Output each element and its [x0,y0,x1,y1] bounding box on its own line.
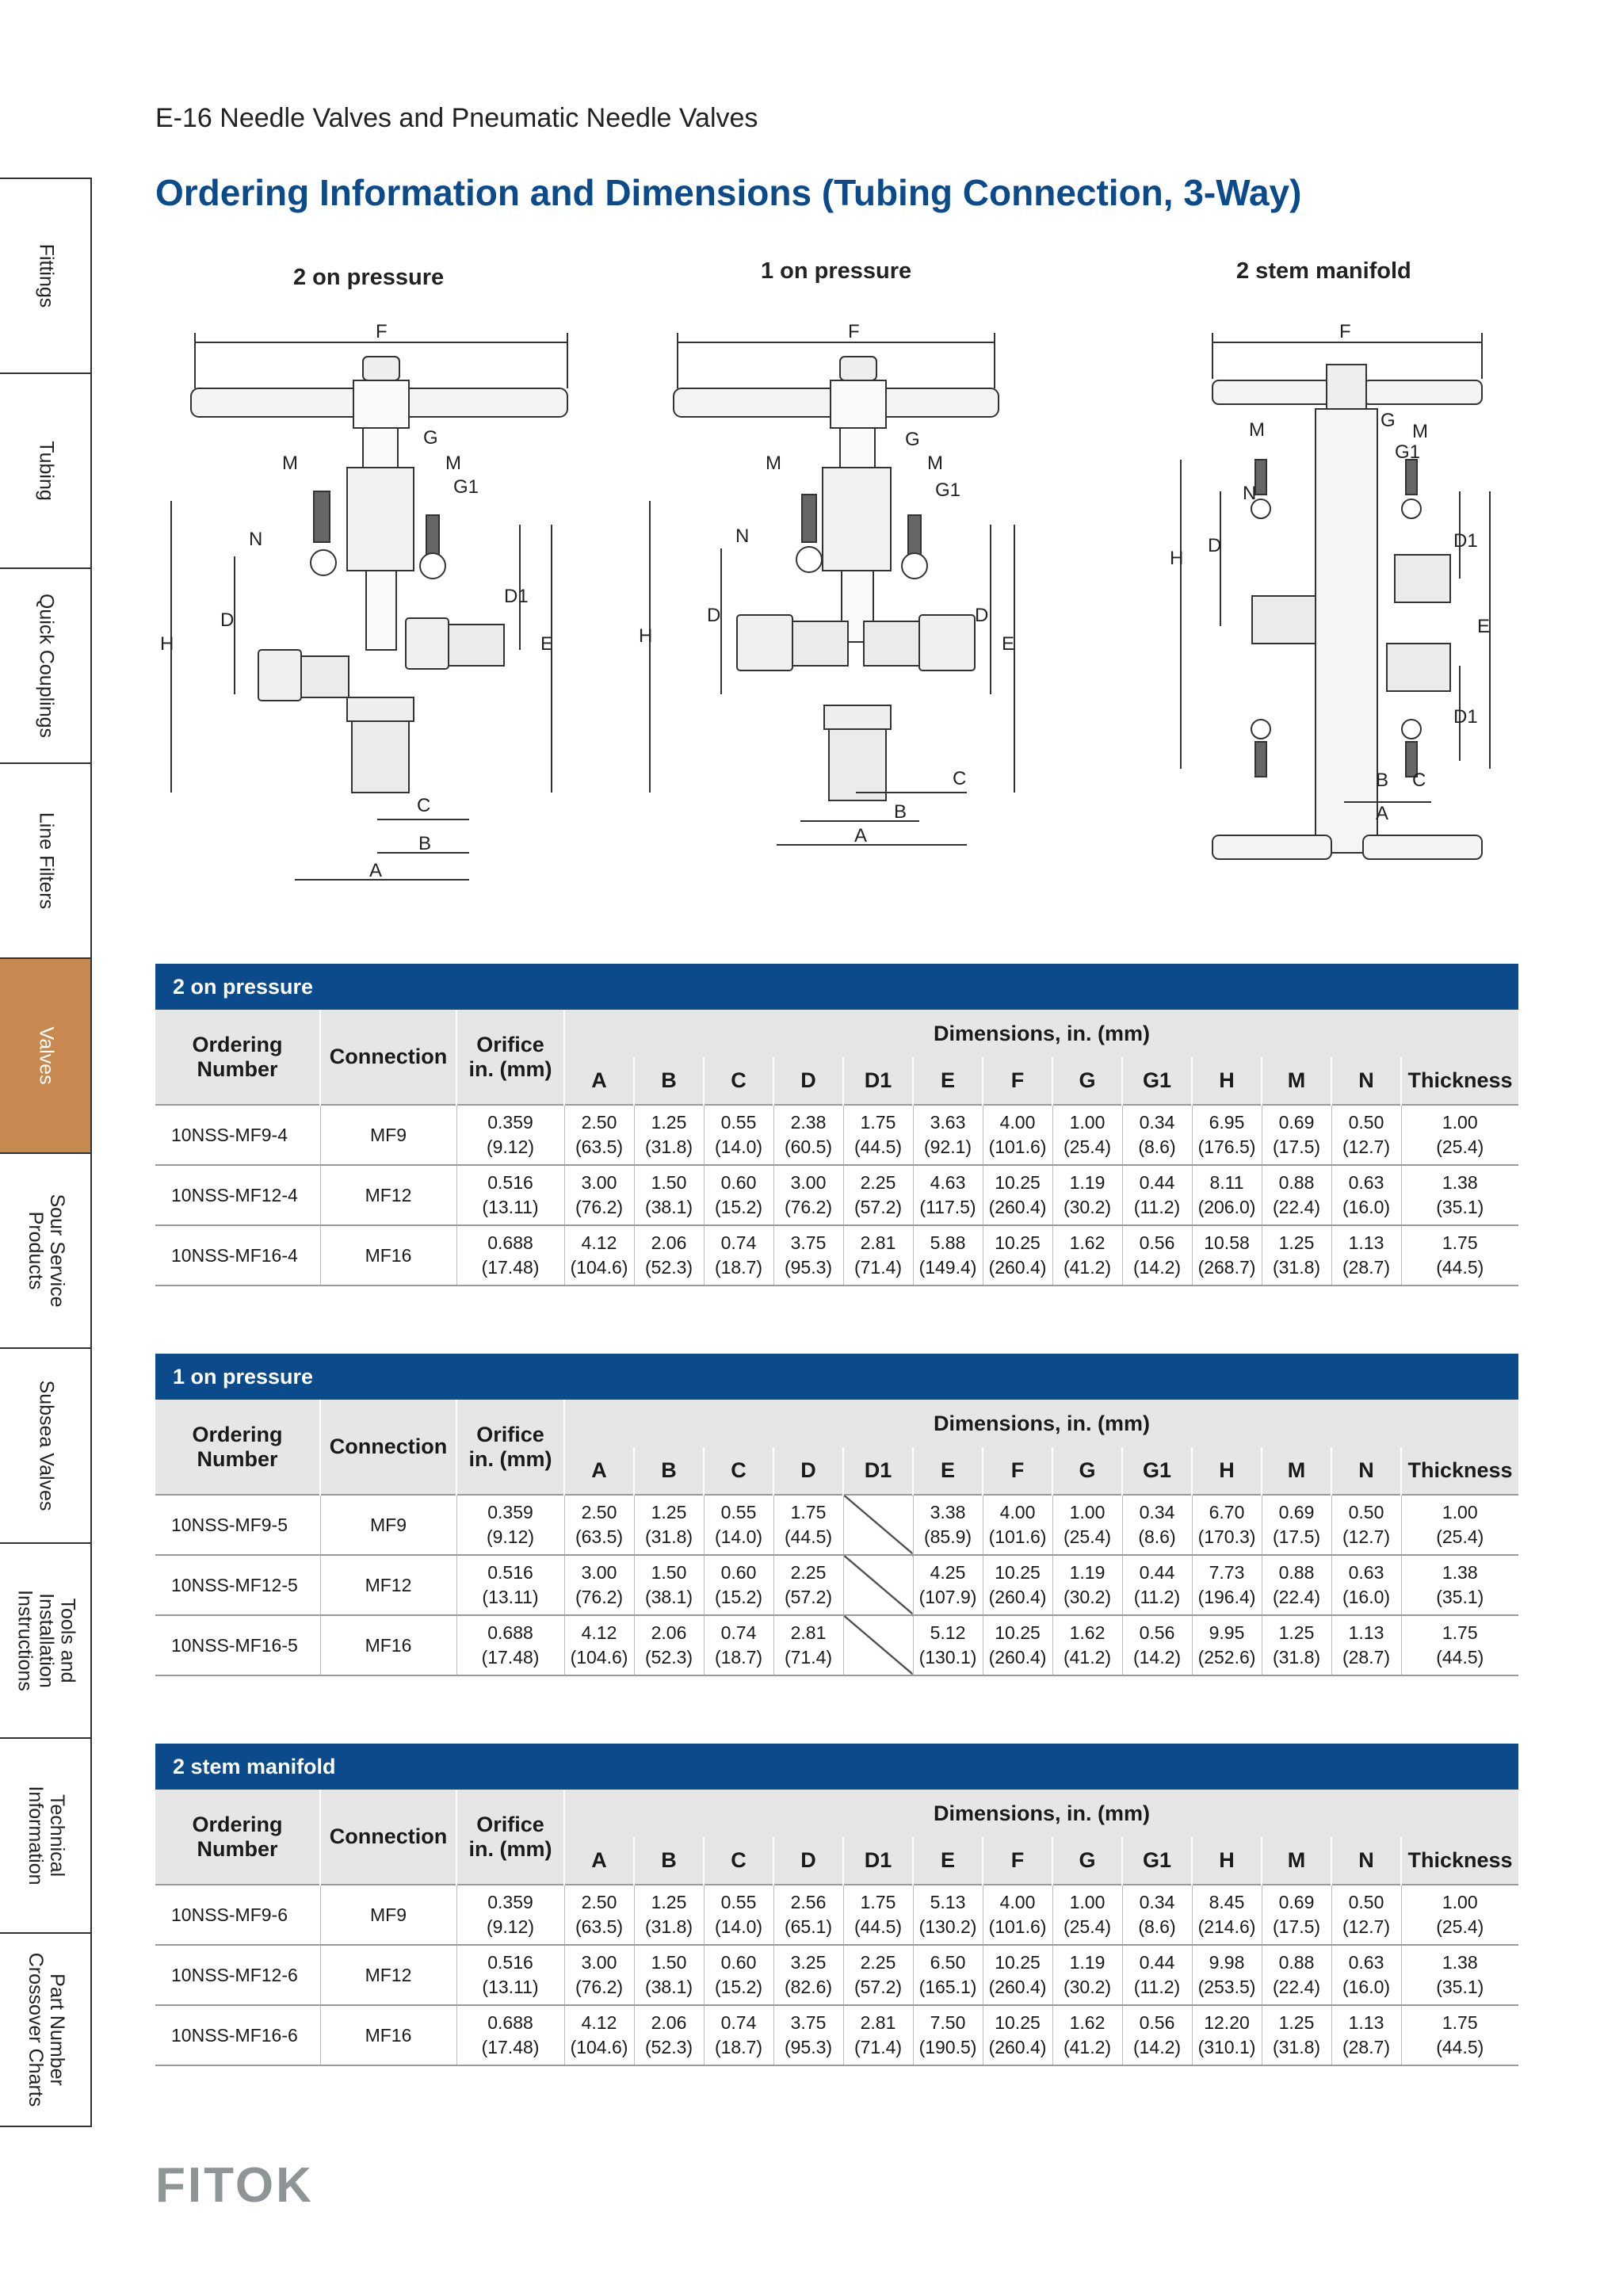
col-m: M [1262,1447,1331,1495]
dim-cell: 1.75 (44.5) [843,1105,913,1165]
side-tab-fittings[interactable] [0,178,92,372]
dim-cell: 1.00 (25.4) [1401,1885,1518,1945]
dim-label-m2: M [927,453,943,474]
dim-label-n: N [1243,483,1257,504]
dim-cell: 3.75 (95.3) [773,2005,843,2065]
diagram-2-stem-manifold [1157,317,1506,919]
dim-cell: 1.00 (25.4) [1052,1105,1122,1165]
dim-cell: 0.63 (16.0) [1331,1555,1401,1615]
col-g1: G1 [1122,1447,1192,1495]
dim-label-a: A [369,860,383,881]
side-tab-label: Sour Service Products [25,1194,68,1308]
orifice: 0.359 (9.12) [456,1495,564,1555]
dim-cell: 1.38 (35.1) [1401,1165,1518,1225]
dim-cell: 1.00 (25.4) [1401,1105,1518,1165]
diagram-2-on-pressure [155,317,599,888]
dim-label-g1: G1 [453,476,479,498]
ordering-number: 10NSS-MF16-5 [155,1615,320,1675]
connection: MF12 [320,1945,456,2005]
dim-cell: 5.88 (149.4) [913,1225,983,1286]
side-tab-label: Tubing [35,441,58,501]
col-connection: Connection [320,1010,456,1105]
dim-cell: 1.75 (44.5) [1401,2005,1518,2065]
dim-cell: 0.63 (16.0) [1331,1165,1401,1225]
dim-label-g: G [905,429,920,450]
dim-cell: 2.50 (63.5) [564,1885,634,1945]
dim-cell: 3.75 (95.3) [773,1225,843,1286]
dim-cell: 1.25 (31.8) [634,1885,704,1945]
dim-cell: 0.56 (14.2) [1122,1225,1192,1286]
dim-cell: 4.00 (101.6) [983,1495,1052,1555]
col-orifice: Orifice in. (mm) [456,1400,564,1495]
col-g: G [1052,1057,1122,1105]
col-a: A [564,1447,634,1495]
dim-cell: 1.25 (31.8) [634,1105,704,1165]
dim-cell: 0.44 (11.2) [1122,1555,1192,1615]
side-tab-quick-couplings[interactable] [0,567,92,762]
dim-cell: 1.25 (31.8) [1262,1225,1331,1286]
dim-label-e: E [540,633,554,655]
dim-cell: 0.44 (11.2) [1122,1945,1192,2005]
dimensions-table [155,1790,1518,2066]
dim-cell: 1.38 (35.1) [1401,1555,1518,1615]
table-2-stem-manifold [155,1744,1518,2066]
diagram-title-2-on-pressure: 2 on pressure [293,265,445,290]
dim-cell: 1.00 (25.4) [1401,1495,1518,1555]
dim-cell: 0.55 (14.0) [704,1105,773,1165]
dim-cell: 2.06 (52.3) [634,1615,704,1675]
dim-label-m: M [282,453,298,474]
dim-cell: 9.95 (252.6) [1192,1615,1262,1675]
col-orifice: Orifice in. (mm) [456,1790,564,1885]
connection: MF9 [320,1495,456,1555]
dim-cell: 1.75 (44.5) [843,1885,913,1945]
dim-cell: 1.62 (41.2) [1052,1615,1122,1675]
connection: MF12 [320,1165,456,1225]
table-row [155,1165,1518,1225]
side-tab-label: Tools and Installation Instructions [13,1590,79,1691]
dim-cell: 0.60 (15.2) [704,1555,773,1615]
dim-cell: 1.13 (28.7) [1331,2005,1401,2065]
col-d: D [773,1837,843,1885]
side-tab-label: Line Filters [35,812,58,910]
dim-cell: 1.50 (38.1) [634,1945,704,2005]
col-g: G [1052,1447,1122,1495]
dim-cell: 1.75 (44.5) [1401,1615,1518,1675]
dim-cell: 0.56 (14.2) [1122,2005,1192,2065]
fitok-logo: FITOK [155,2158,314,2213]
dim-cell: 0.56 (14.2) [1122,1615,1192,1675]
dim-label-d: D [220,609,235,631]
dim-cell: 4.00 (101.6) [983,1105,1052,1165]
dim-cell: 5.12 (130.1) [913,1615,983,1675]
dim-label-c: C [417,795,431,816]
orifice: 0.688 (17.48) [456,2005,564,2065]
dim-label-h: H [1170,548,1184,569]
diagram-1-on-pressure [626,317,1022,856]
orifice: 0.516 (13.11) [456,1945,564,2005]
col-b: B [634,1447,704,1495]
side-tab-tools[interactable] [0,1542,92,1737]
col-thickness: Thickness [1401,1057,1518,1105]
col-b: B [634,1837,704,1885]
ordering-number: 10NSS-MF16-6 [155,2005,320,2065]
dim-label-c: C [1412,770,1426,791]
dim-cell: 2.81 (71.4) [843,2005,913,2065]
col-dimensions: Dimensions, in. (mm) [564,1790,1518,1837]
dim-cell: 0.74 (18.7) [704,2005,773,2065]
dim-label-g1: G1 [1395,441,1421,463]
connection: MF16 [320,1615,456,1675]
col-e: E [913,1447,983,1495]
col-e: E [913,1057,983,1105]
col-h: H [1192,1057,1262,1105]
dim-cell: 0.69 (17.5) [1262,1885,1331,1945]
dim-label-d1: D1 [1453,530,1478,552]
dim-cell: 1.62 (41.2) [1052,2005,1122,2065]
ordering-number: 10NSS-MF12-4 [155,1165,320,1225]
table-row [155,1225,1518,1286]
dim-label-n: N [735,525,750,547]
dim-cell: 0.88 (22.4) [1262,1555,1331,1615]
dim-cell: 1.50 (38.1) [634,1555,704,1615]
dim-label-b: B [1376,770,1389,791]
dim-cell: 1.50 (38.1) [634,1165,704,1225]
dim-cell: 1.25 (31.8) [634,1495,704,1555]
dim-cell: 2.06 (52.3) [634,1225,704,1286]
dim-cell: 3.00 (76.2) [564,1945,634,2005]
dim-label-b: B [894,801,907,823]
dim-cell: 3.00 (76.2) [564,1165,634,1225]
side-tab-label: Valves [35,1026,58,1085]
dim-cell: 2.81 (71.4) [773,1615,843,1675]
dim-cell: 9.98 (253.5) [1192,1945,1262,2005]
dim-cell: 0.50 (12.7) [1331,1885,1401,1945]
table-row [155,1555,1518,1615]
dim-cell: 4.25 (107.9) [913,1555,983,1615]
ordering-number: 10NSS-MF9-4 [155,1105,320,1165]
table-title: 1 on pressure [155,1354,1518,1400]
col-d: D [773,1057,843,1105]
empty-cell [843,1495,913,1555]
dim-label-h: H [639,625,653,647]
col-d1: D1 [843,1837,913,1885]
col-n: N [1331,1837,1401,1885]
table-row [155,1495,1518,1555]
dim-cell: 1.62 (41.2) [1052,1225,1122,1286]
dim-cell: 10.25 (260.4) [983,1945,1052,2005]
dim-cell: 3.63 (92.1) [913,1105,983,1165]
dim-cell: 4.63 (117.5) [913,1165,983,1225]
table-2-on-pressure [155,964,1518,1286]
orifice: 0.359 (9.12) [456,1885,564,1945]
dim-cell: 0.55 (14.0) [704,1885,773,1945]
col-m: M [1262,1837,1331,1885]
side-tab-nav [0,178,92,2127]
side-tab-label: Technical Information [25,1786,68,1885]
dim-label-f: F [376,321,388,342]
empty-cell [843,1615,913,1675]
dim-cell: 0.74 (18.7) [704,1615,773,1675]
dim-label-f: F [848,321,860,342]
dim-cell: 3.38 (85.9) [913,1495,983,1555]
dim-cell: 2.25 (57.2) [773,1555,843,1615]
col-ordering-number: Ordering Number [155,1790,320,1885]
dim-cell: 8.45 (214.6) [1192,1885,1262,1945]
dim-label-d-right: D [975,605,989,626]
dim-cell: 0.55 (14.0) [704,1495,773,1555]
dim-cell: 0.63 (16.0) [1331,1945,1401,2005]
dim-cell: 1.25 (31.8) [1262,1615,1331,1675]
col-ordering-number: Ordering Number [155,1400,320,1495]
col-c: C [704,1837,773,1885]
ordering-number: 10NSS-MF9-5 [155,1495,320,1555]
table-row [155,1105,1518,1165]
dim-cell: 10.25 (260.4) [983,1615,1052,1675]
col-ordering-number: Ordering Number [155,1010,320,1105]
table-row [155,1615,1518,1675]
col-c: C [704,1447,773,1495]
col-d1: D1 [843,1447,913,1495]
dim-cell: 1.13 (28.7) [1331,1225,1401,1286]
dim-cell: 8.11 (206.0) [1192,1165,1262,1225]
ordering-number: 10NSS-MF12-5 [155,1555,320,1615]
col-g1: G1 [1122,1057,1192,1105]
dim-label-e: E [1002,633,1015,655]
page-title: Ordering Information and Dimensions (Tubing Connection, 3-Way) [155,172,1302,213]
side-tab-label: Subsea Valves [35,1380,58,1511]
dim-cell: 0.88 (22.4) [1262,1945,1331,2005]
dim-cell: 7.50 (190.5) [913,2005,983,2065]
ordering-number: 10NSS-MF9-6 [155,1885,320,1945]
dim-label-c: C [953,768,967,789]
dim-cell: 0.34 (8.6) [1122,1495,1192,1555]
dim-label-f: F [1339,321,1351,342]
dim-label-m: M [766,453,781,474]
col-n: N [1331,1057,1401,1105]
table-row [155,1945,1518,2005]
dimensions-table [155,1400,1518,1676]
dim-cell: 2.25 (57.2) [843,1165,913,1225]
side-tab-subsea-valves[interactable] [0,1347,92,1542]
col-a: A [564,1057,634,1105]
connection: MF12 [320,1555,456,1615]
side-tab-line-filters[interactable] [0,762,92,957]
side-tab-sour-service[interactable] [0,1152,92,1347]
dimensions-table [155,1010,1518,1286]
col-g1: G1 [1122,1837,1192,1885]
dim-label-b: B [418,833,432,854]
dim-cell: 6.70 (170.3) [1192,1495,1262,1555]
dim-label-e: E [1477,616,1491,637]
dim-label-m2: M [445,453,461,474]
dim-cell: 1.19 (30.2) [1052,1555,1122,1615]
dim-label-a: A [854,825,868,846]
dim-label-d1: D1 [504,586,529,607]
col-thickness: Thickness [1401,1837,1518,1885]
col-h: H [1192,1837,1262,1885]
col-f: F [983,1057,1052,1105]
dim-cell: 12.20 (310.1) [1192,2005,1262,2065]
table-row [155,1885,1518,1945]
col-thickness: Thickness [1401,1447,1518,1495]
col-d: D [773,1447,843,1495]
col-e: E [913,1837,983,1885]
dim-label-a: A [1376,803,1389,824]
dim-cell: 4.12 (104.6) [564,1615,634,1675]
dim-label-g1: G1 [935,479,961,501]
side-tab-label: Part Number Crossover Charts [25,1952,68,2107]
dim-label-g: G [1381,410,1396,431]
table-row [155,2005,1518,2065]
col-f: F [983,1447,1052,1495]
connection: MF16 [320,1225,456,1286]
dim-label-h: H [160,633,174,655]
dim-cell: 0.69 (17.5) [1262,1495,1331,1555]
connection: MF9 [320,1885,456,1945]
dim-cell: 1.00 (25.4) [1052,1495,1122,1555]
dim-cell: 10.25 (260.4) [983,2005,1052,2065]
orifice: 0.516 (13.11) [456,1555,564,1615]
dim-cell: 10.58 (268.7) [1192,1225,1262,1286]
dim-cell: 4.12 (104.6) [564,1225,634,1286]
page-header: E-16 Needle Valves and Pneumatic Needle Valves [155,103,758,133]
col-c: C [704,1057,773,1105]
dim-cell: 1.00 (25.4) [1052,1885,1122,1945]
dim-cell: 3.00 (76.2) [564,1555,634,1615]
dim-cell: 0.34 (8.6) [1122,1885,1192,1945]
dim-cell: 2.50 (63.5) [564,1495,634,1555]
col-g: G [1052,1837,1122,1885]
orifice: 0.688 (17.48) [456,1225,564,1286]
diagram-title-2-stem-manifold: 2 stem manifold [1236,258,1411,284]
dim-cell: 1.19 (30.2) [1052,1945,1122,2005]
orifice: 0.359 (9.12) [456,1105,564,1165]
dim-label-m2: M [1412,421,1428,442]
dim-label-m: M [1249,419,1265,441]
dim-cell: 0.34 (8.6) [1122,1105,1192,1165]
col-connection: Connection [320,1400,456,1495]
col-b: B [634,1057,704,1105]
dim-cell: 0.50 (12.7) [1331,1105,1401,1165]
orifice: 0.516 (13.11) [456,1165,564,1225]
dim-cell: 0.50 (12.7) [1331,1495,1401,1555]
side-tab-crossover-charts[interactable] [0,1932,92,2127]
col-dimensions: Dimensions, in. (mm) [564,1010,1518,1057]
dim-cell: 4.12 (104.6) [564,2005,634,2065]
empty-cell [843,1555,913,1615]
dim-cell: 1.38 (35.1) [1401,1945,1518,2005]
side-tab-technical-info[interactable] [0,1737,92,1932]
col-m: M [1262,1057,1331,1105]
dim-cell: 2.56 (65.1) [773,1885,843,1945]
dim-cell: 1.75 (44.5) [1401,1225,1518,1286]
col-a: A [564,1837,634,1885]
col-n: N [1331,1447,1401,1495]
dim-cell: 2.06 (52.3) [634,2005,704,2065]
dim-cell: 2.25 (57.2) [843,1945,913,2005]
dim-cell: 5.13 (130.2) [913,1885,983,1945]
dim-cell: 2.81 (71.4) [843,1225,913,1286]
dim-cell: 1.19 (30.2) [1052,1165,1122,1225]
dim-cell: 1.25 (31.8) [1262,2005,1331,2065]
dim-cell: 0.44 (11.2) [1122,1165,1192,1225]
col-h: H [1192,1447,1262,1495]
dim-cell: 10.25 (260.4) [983,1165,1052,1225]
table-title: 2 on pressure [155,964,1518,1010]
col-dimensions: Dimensions, in. (mm) [564,1400,1518,1447]
ordering-number: 10NSS-MF16-4 [155,1225,320,1286]
dim-cell: 1.13 (28.7) [1331,1615,1401,1675]
dim-cell: 0.60 (15.2) [704,1945,773,2005]
col-orifice: Orifice in. (mm) [456,1010,564,1105]
dim-cell: 7.73 (196.4) [1192,1555,1262,1615]
connection: MF16 [320,2005,456,2065]
dim-cell: 10.25 (260.4) [983,1555,1052,1615]
dim-label-d: D [1208,535,1222,556]
dim-label-n: N [249,529,263,550]
dim-cell: 0.74 (18.7) [704,1225,773,1286]
dim-cell: 6.95 (176.5) [1192,1105,1262,1165]
table-1-on-pressure [155,1354,1518,1676]
dim-label-g: G [423,427,438,449]
dim-label-d: D [707,605,721,626]
dim-cell: 0.88 (22.4) [1262,1165,1331,1225]
col-connection: Connection [320,1790,456,1885]
dim-cell: 10.25 (260.4) [983,1225,1052,1286]
table-title: 2 stem manifold [155,1744,1518,1790]
ordering-number: 10NSS-MF12-6 [155,1945,320,2005]
dim-cell: 3.25 (82.6) [773,1945,843,2005]
orifice: 0.688 (17.48) [456,1615,564,1675]
dim-cell: 1.75 (44.5) [773,1495,843,1555]
dim-cell: 3.00 (76.2) [773,1165,843,1225]
side-tab-label: Fittings [35,243,58,308]
diagram-title-1-on-pressure: 1 on pressure [761,258,912,284]
col-f: F [983,1837,1052,1885]
dim-cell: 0.60 (15.2) [704,1165,773,1225]
side-tab-label: Quick Couplings [35,593,58,739]
side-tab-tubing[interactable] [0,372,92,567]
dim-cell: 0.69 (17.5) [1262,1105,1331,1165]
dim-label-d1-lower: D1 [1453,706,1478,728]
side-tab-valves[interactable] [0,957,92,1152]
connection: MF9 [320,1105,456,1165]
col-d1: D1 [843,1057,913,1105]
dim-cell: 6.50 (165.1) [913,1945,983,2005]
dim-cell: 4.00 (101.6) [983,1885,1052,1945]
dim-cell: 2.50 (63.5) [564,1105,634,1165]
dim-cell: 2.38 (60.5) [773,1105,843,1165]
